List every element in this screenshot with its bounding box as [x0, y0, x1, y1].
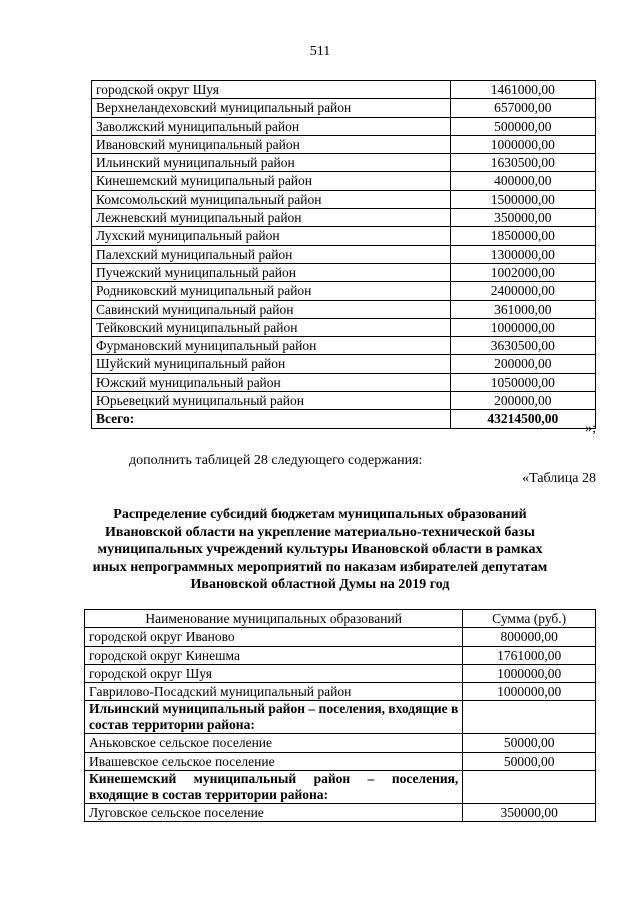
amount-cell: 2400000,00	[450, 282, 595, 300]
table-row	[92, 300, 596, 318]
total-amount: 43214500,00	[450, 410, 595, 428]
district-group-name: Кинешемский муниципальный район – поселения, входящие в состав территории района:	[85, 771, 463, 804]
table-row	[92, 227, 596, 245]
amount-cell: 800000,00	[463, 628, 596, 646]
table-row	[92, 355, 596, 373]
municipality-name: Заволжский муниципальный район	[92, 117, 451, 135]
settlement-name: Луговское сельское поселение	[85, 804, 463, 822]
municipality-name: Кинешемский муниципальный район	[92, 172, 451, 190]
district-group-row	[85, 701, 596, 734]
table-row	[85, 664, 596, 682]
table-row	[92, 263, 596, 281]
amount-cell: 50000,00	[463, 734, 596, 752]
municipality-name: Комсомольский муниципальный район	[92, 190, 451, 208]
amount-cell: 1761000,00	[463, 646, 596, 664]
table-row	[92, 81, 596, 99]
table-row	[85, 683, 596, 701]
amount-cell: 1461000,00	[450, 81, 595, 99]
municipality-name: городской округ Кинешма	[85, 646, 463, 664]
table-row	[92, 318, 596, 336]
table-row	[85, 734, 596, 752]
amount-cell: 1000000,00	[450, 318, 595, 336]
table-header-row	[85, 610, 596, 628]
municipality-name: Ивановский муниципальный район	[92, 135, 451, 153]
amount-cell: 50000,00	[463, 752, 596, 770]
subsidy-table-28	[84, 609, 596, 822]
amount-cell: 1630500,00	[450, 154, 595, 172]
amount-cell: 1002000,00	[450, 263, 595, 281]
amount-cell: 1300000,00	[450, 245, 595, 263]
amount-cell: 1850000,00	[450, 227, 595, 245]
table-row	[92, 245, 596, 263]
municipality-name: Родниковский муниципальный район	[92, 282, 451, 300]
amount-cell: 3630500,00	[450, 337, 595, 355]
amount-cell: 361000,00	[450, 300, 595, 318]
municipality-name: Ильинский муниципальный район	[92, 154, 451, 172]
column-header-sum: Сумма (руб.)	[463, 610, 596, 628]
settlement-name: Ивашевское сельское поселение	[85, 752, 463, 770]
closing-quote: »;	[585, 421, 596, 436]
amount-cell: 1000000,00	[463, 664, 596, 682]
municipality-name: Палехский муниципальный район	[92, 245, 451, 263]
table-label: «Таблица 28	[522, 471, 596, 486]
total-row	[92, 410, 596, 428]
municipality-name: Южский муниципальный район	[92, 373, 451, 391]
total-label: Всего:	[92, 410, 451, 428]
municipality-name: Верхнеландеховский муниципальный район	[92, 99, 451, 117]
table-row	[92, 209, 596, 227]
table-row	[92, 135, 596, 153]
table-row	[92, 190, 596, 208]
table-heading: Распределение субсидий бюджетам муниципальных образований Ивановской области на укрепление материально-технической базы муниципальных учреждений культуры Ивановской области в рамках иных непрограммных мероприятий по наказам избирателей депутатам Ивановской областной Думы на 2019 год	[92, 507, 548, 592]
table-row	[92, 392, 596, 410]
amount-cell: 500000,00	[450, 117, 595, 135]
municipality-name: Юрьевецкий муниципальный район	[92, 392, 451, 410]
municipality-name: Лухский муниципальный район	[92, 227, 451, 245]
amendment-intro: дополнить таблицей 28 следующего содержания:	[129, 453, 423, 468]
table-row	[85, 646, 596, 664]
municipality-name: Шуйский муниципальный район	[92, 355, 451, 373]
amount-cell: 1000000,00	[463, 683, 596, 701]
page-number: 511	[309, 44, 331, 59]
amount-cell: 1000000,00	[450, 135, 595, 153]
municipality-name: Гаврилово-Посадский муниципальный район	[85, 683, 463, 701]
municipality-name: Савинский муниципальный район	[92, 300, 451, 318]
table-row	[85, 804, 596, 822]
settlement-name: Аньковское сельское поселение	[85, 734, 463, 752]
amount-cell: 1500000,00	[450, 190, 595, 208]
table-row	[92, 282, 596, 300]
table-row	[92, 99, 596, 117]
table-row	[92, 117, 596, 135]
amount-cell: 200000,00	[450, 392, 595, 410]
subsidy-table-continued	[91, 80, 596, 429]
amount-cell: 400000,00	[450, 172, 595, 190]
column-header-name: Наименование муниципальных образований	[85, 610, 463, 628]
table-row	[92, 373, 596, 391]
municipality-name: Фурмановский муниципальный район	[92, 337, 451, 355]
amount-cell: 657000,00	[450, 99, 595, 117]
district-group-row	[85, 771, 596, 804]
table-row	[92, 154, 596, 172]
municipality-name: городской округ Иваново	[85, 628, 463, 646]
amount-cell	[463, 701, 596, 734]
municipality-name: городской округ Шуя	[92, 81, 451, 99]
amount-cell	[463, 771, 596, 804]
table-row	[85, 628, 596, 646]
municipality-name: городской округ Шуя	[85, 664, 463, 682]
amount-cell: 350000,00	[450, 209, 595, 227]
amount-cell: 1050000,00	[450, 373, 595, 391]
amount-cell: 350000,00	[463, 804, 596, 822]
municipality-name: Тейковский муниципальный район	[92, 318, 451, 336]
table-row	[85, 752, 596, 770]
table-row	[92, 172, 596, 190]
municipality-name: Лежневский муниципальный район	[92, 209, 451, 227]
municipality-name: Пучежский муниципальный район	[92, 263, 451, 281]
amount-cell: 200000,00	[450, 355, 595, 373]
table-row	[92, 337, 596, 355]
district-group-name: Ильинский муниципальный район – поселения, входящие в состав территории района:	[85, 701, 463, 734]
